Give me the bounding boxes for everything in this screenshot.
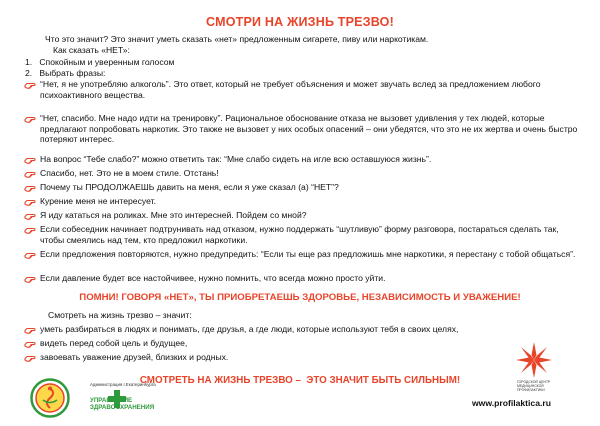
item-text: Выбрать фразы: [39,68,106,78]
admin-label: Администрация г.Екатеринбурга [90,382,156,387]
list-item: Если предложения повторяются, нужно предупредить: “Если ты еще раз предложишь мне наркотики, я перестану с тобой общаться”. [40,249,576,259]
pointing-hand-icon [24,80,38,90]
list-item: “Нет, я не употребляю алкоголь”. Это ответ, который не требует объяснения и может звучать вслед за предложением любого психоактивного вещества. [40,79,541,100]
numbered-item [25,68,105,79]
intro-question: Как сказать «НЕТ»: [53,45,130,55]
list-item: Я иду кататься на роликах. Мне это интересней. Пойдем со мной? [40,210,307,220]
item-number: 2. [25,68,33,78]
list-item: “Нет, спасибо. Мне надо идти на тренировку”. Рациональное обоснование отказа не вызовет удивления у тех людей, которые предлагают попробовать наркотик. Это также не вызовет у них особых опасений – они убедятся, что это не их жертва и очень быстро потеряют интерес. [40,113,578,145]
item-number: 1. [25,57,33,67]
pointing-hand-icon [24,339,38,349]
intro-text: Что это значит? Это значит уметь сказать «нет» предложенным сигарете, пиву или наркотикам. [45,34,429,44]
list-item: Спасибо, нет. Это не в моем стиле. Отстань! [40,168,219,178]
page-title: СМОТРИ НА ЖИЗНЬ ТРЕЗВО! [206,15,394,29]
website-link[interactable]: www.profilaktica.ru [472,398,551,408]
pointing-hand-icon [24,169,38,179]
pointing-hand-icon [24,211,38,221]
section-heading: Смотреть на жизнь трезво – значит: [48,310,192,320]
list-item: На вопрос “Тебе слабо?” можно ответить так: “Мне слабо сидеть на игле всю оставшуюся жизнь”. [40,154,432,164]
dept-line: ЗДРАВООХРАНЕНИЯ [90,404,155,411]
pointing-hand-icon [24,155,38,165]
slogan-remember: ПОМНИ! ГОВОРЯ «НЕТ», ТЫ ПРИОБРЕТАЕШЬ ЗДОРОВЬЕ, НЕЗАВИСИМОСТЬ И УВАЖЕНИЕ! [79,292,521,303]
list-item: Если давление будет все настойчивее, нужно помнить, что всегда можно просто уйти. [40,273,386,283]
pointing-hand-icon [24,325,38,335]
pointing-hand-icon [24,197,38,207]
pointing-hand-icon [24,353,38,363]
list-item: Почему ты ПРОДОЛЖАЕШЬ давить на меня, если я уже сказал (а) “НЕТ”? [40,182,339,192]
center-name: ГОРОДСКОЙ ЦЕНТР МЕДИЦИНСКОЙ ПРОФИЛАКТИКИ [517,380,551,392]
dept-line: УПРАВЛЕНИЕ [90,397,133,404]
list-item: Если собеседник начинает подтрунивать над отказом, нужно поддержать “шутливую” форму разговора, постараться сделать так, чтобы смеялись над тем, кто предложил наркотики. [40,224,559,245]
emblem-logo [30,378,70,418]
list-item: видеть перед собой цель и будущее, [40,338,188,348]
pointing-hand-icon [24,274,38,284]
list-item: завоевать уважение друзей, близких и родных. [40,352,229,362]
pointing-hand-icon [24,225,38,235]
list-item: Курение меня не интересует. [40,196,156,206]
star-logo [512,340,556,380]
health-dept-name [90,397,154,411]
numbered-item [25,57,174,68]
pointing-hand-icon [24,250,38,260]
pointing-hand-icon [24,183,38,193]
item-text: Спокойным и уверенным голосом [39,57,175,67]
slogan-strong: СМОТРЕТЬ НА ЖИЗНЬ ТРЕЗВО – ЭТО ЗНАЧИТ БЫТЬ СИЛЬНЫМ! [139,375,461,386]
list-item: уметь разбираться в людях и понимать, где друзья, а где люди, которые используют тебя в своих целях, [40,324,459,334]
pointing-hand-icon [24,114,38,124]
